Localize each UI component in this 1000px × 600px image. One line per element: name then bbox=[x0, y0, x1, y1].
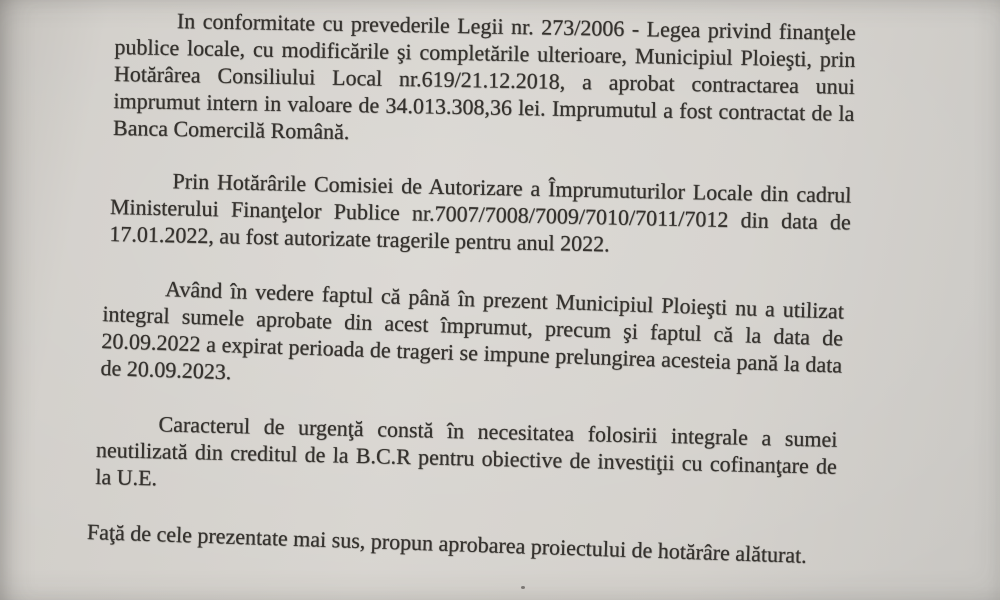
paragraph-extension-reason: Având în vedere faptul că până în prezent Municipiul Ploieşti nu a utilizat integral sumele aprobate din acest împrumut, precum şi faptul că la data de 20.09.2022 a expirat perioada de trageri se impune prelungirea acesteia pană la data de 20.09.2023. bbox=[100, 276, 845, 385]
scan-artifact-speck bbox=[521, 586, 525, 589]
paragraph-urgency: Caracterul de urgenţă constă în necesitatea folosirii integrale a sumei neutilizată din creditul de la B.C.R pentru obiective de investiţii cu cofinanţare de la U.E. bbox=[95, 411, 838, 491]
paragraph-authorization: Prin Hotărârile Comisiei de Autorizare a Împrumuturilor Locale din cadrul Ministerului Finanţelor Publice nr.7007/7008/7009/7010/7011/7012 din data de 17.01.2022, au fost autorizate tragerile pentru anul 2022. bbox=[109, 168, 852, 257]
paragraph-proposal: Faţă de cele prezentate mai sus, propun aprobarea proiectului de hotărâre alăturat. bbox=[86, 519, 808, 568]
paragraph-legal-basis: In conformitate cu prevederile Legii nr. 273/2006 - Legea privind finanţele publice locale, cu modificările şi completările ulterioare, Municipiul Ploieşti, prin Hotărârea Consiliului Local nr.619/21.12.2018, a aprobat contractarea unui imprumut intern in valoare de 34.013.308,36 lei. Imprumutul a fost contractat de la Banca Comercilă Română. bbox=[112, 8, 857, 145]
